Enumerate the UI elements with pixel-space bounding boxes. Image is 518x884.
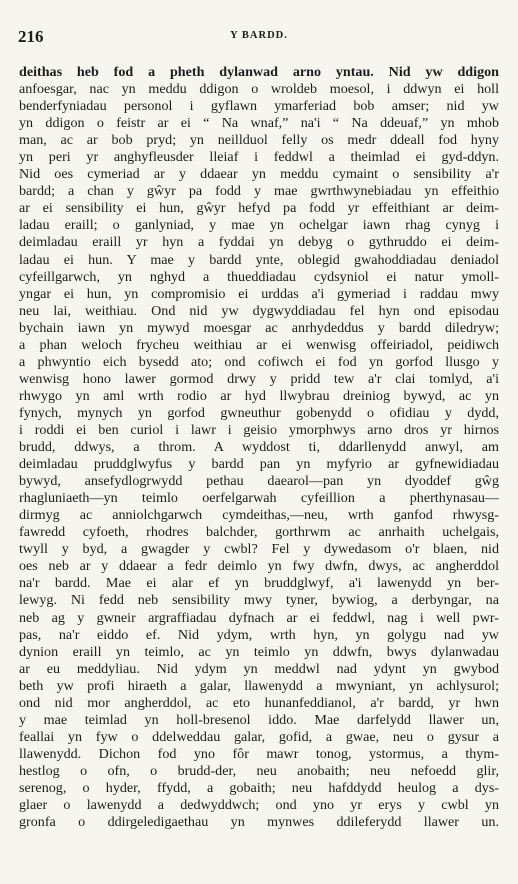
text-line: deimladau eraill yr hyn a fyddai yn debyg o gythruddo ei deim- — [19, 234, 499, 251]
text-line: serenog, o hyder, ffydd, a gobaith; neu hafddydd heulog a dys- — [19, 779, 499, 796]
text-line: neb ag y gwneir argraffiadau dyfnach ar ei feddwl, nag i well pwr- — [19, 609, 499, 626]
text-line: oes neb ar y ddaear a fedr deimlo yn fwy dwfn, dwys, ac angherddol — [19, 558, 499, 575]
text-line: dynion eraill yn teimlo, ac yn teimlo yn ddwfn, bwys dylanwadau — [19, 643, 499, 660]
text-line: ond nid mor angherddol, ac eto hunanfeddianol, a'r bardd, yr hwn — [19, 694, 499, 711]
text-line: man, ac ar bob pryd; yn neillduol felly os medr ddeall fod hyny — [19, 132, 499, 149]
text-line: brudd, ddwys, a throm. A wyddost ti, ddarllenydd anwyl, am — [19, 439, 499, 456]
page-header — [18, 27, 500, 49]
text-line: bardd; a chan y gŵyr pa fodd y mae gwrthwynebiadau yn effeithio — [19, 183, 499, 200]
text-line: bychain iawn yn mywyd moesgar ac anrhydeddus y bardd diledryw; — [19, 319, 499, 336]
text-line: llawenydd. Dichon fod yno fôr mawr tonog, ystormus, a thym- — [19, 745, 499, 762]
text-line: fawredd cyfoeth, rhodres balchder, gorthrwm ac anrhaith uchelgais, — [19, 524, 499, 541]
text-line: twyll y byd, a gwagder y cwbl? Fel y dywedasom o'r blaen, nid — [19, 541, 499, 558]
text-line: wenwisg hono lawer gormod drwy y pridd tew a'r clai tomlyd, a'i — [19, 370, 499, 387]
text-line: ladau ei hun. Y mae y bardd ynte, oblegid gwahoddiadau deniadol — [19, 251, 499, 268]
text-line: ar eu meddyliau. Nid ydym yn meddwl nad ydynt yn gwybod — [19, 660, 499, 677]
text-line: deithas heb fod a pheth dylanwad arno yntau. Nid yw ddigon — [19, 64, 499, 80]
text-line: deimladau pruddglwyfus y bardd pan yn myfyrio ar gyfnewidiadau — [19, 456, 499, 473]
text-line: bywyd, ansefydlogrwydd pethau daearol—pan yn dyoddef gŵg — [19, 473, 499, 490]
text-line: cyfeillgarwch, yn nghyd a thueddiadau cydsyniol ei natur ymoll- — [19, 268, 499, 285]
text-line: a phan weloch frycheu weithiau ar ei wenwisg offeiriadol, peidiwch — [19, 336, 499, 353]
text-line: gronfa o ddirgeledigaethau yn mynwes ddileferydd llawer un. — [19, 814, 499, 831]
text-line: yn peri yr anghyfleusder lleiaf i feddwl a theimlad ei gyd-ddyn. — [19, 149, 499, 166]
text-line: feallai yn fyw o ddelweddau galar, gofid, a gwae, neu o gysur a — [19, 728, 499, 745]
text-line: anfoesgar, nac yn meddu ddigon o wroldeb moesol, i ddwyn ei holl — [19, 81, 499, 98]
text-line: ladau eraill; o ganlyniad, y mae yn ochelgar iawn rhag cynyg i — [19, 217, 499, 234]
running-head: Y BARDD. — [230, 30, 288, 41]
text-line: i roddi ei ben curiol i lawr i geisio ymorphwys arno dros yr hirnos — [19, 421, 499, 438]
text-line: fynych, mynych yn gorfod gwneuthur gobenydd o ofidiau y dydd, — [19, 404, 499, 421]
text-line: ar ei sensibility ei hun, gŵyr hefyd pa fodd yr effeithiant ar deim- — [19, 200, 499, 217]
text-line: rhwygo yn aml wrth rodio ar hyd llwybrau dreiniog bywyd, ac yn — [19, 387, 499, 404]
text-line: Nid oes cymeriad ar y ddaear yn meddu cymaint o sensibility a'r — [19, 166, 499, 183]
text-line: dirmyg ac anniolchgarwch cymdeithas,—neu, wrth ganfod rhwysg- — [19, 507, 499, 524]
text-line: benderfyniadau personol i gyflawn ymarferiad bob amser; nid yw — [19, 98, 499, 115]
text-line: na'r bardd. Mae ei alar ef yn bruddglwyf, a'i lawenydd yn ber- — [19, 575, 499, 592]
text-line: a phwyntio eich bysedd ato; ond cofiwch ei fod yn gorfod llusgo y — [19, 353, 499, 370]
text-line: yn ddigon o feistr ar ei “ Na wnaf,” na'i “ Na ddeuaf,” yn mhob — [19, 115, 499, 132]
body-text — [19, 64, 499, 831]
text-line: pas, na'r eiddo ef. Nid ydym, wrth hyn, yn golygu nad yw — [19, 626, 499, 643]
text-line: beth yw profi hiraeth a galar, llawenydd a mwyniant, yn achlysurol; — [19, 677, 499, 694]
text-line: lewyg. Ni fedd neb sensibility mwy tyner, bywiog, a derbyngar, na — [19, 592, 499, 609]
text-line: y mae teimlad yn holl-bresenol iddo. Mae darfelydd llawer un, — [19, 711, 499, 728]
text-line: rhagluniaeth—yn teimlo oerfelgarwah cyfeillion a pherthynasau— — [19, 490, 499, 507]
text-line: hestlog o ofn, o brudd-der, neu anobaith; neu nefoedd glir, — [19, 762, 499, 779]
text-line: yngar ei hun, yn compromisio ei urddas a'i gymeriad i raddau mwy — [19, 285, 499, 302]
text-line: neu lai, weithiau. Ond nid yw dygwyddiadau fel hyn ond episodau — [19, 302, 499, 319]
page-number: 216 — [18, 27, 44, 46]
text-line: glaer o lawenydd a dedwyddwch; ond yno yr erys y cwbl yn — [19, 797, 499, 814]
